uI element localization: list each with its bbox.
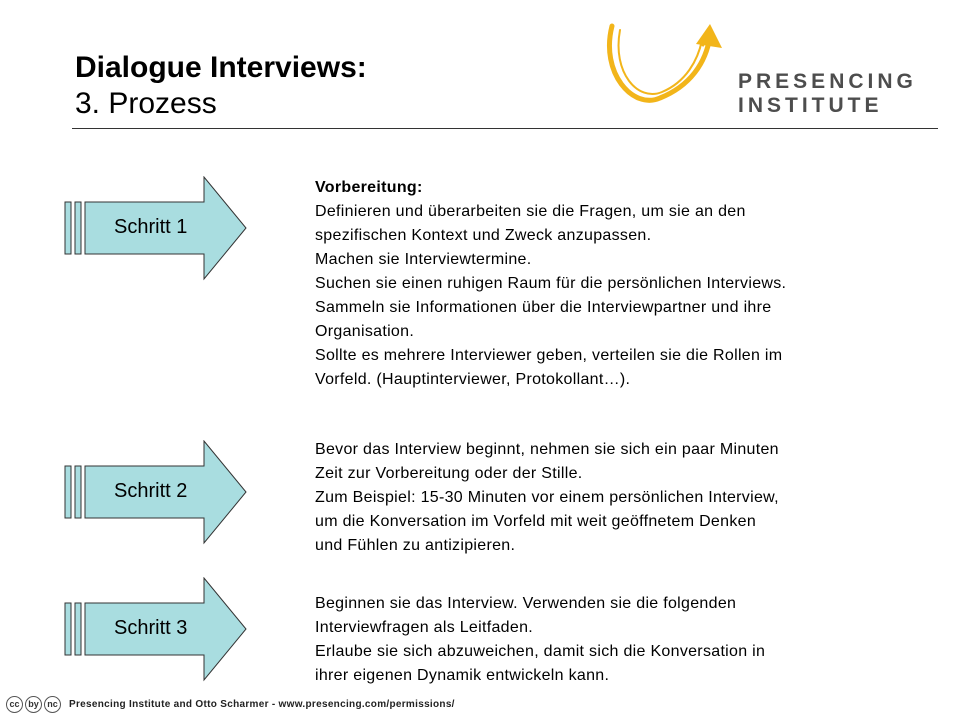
logo-line-2: INSTITUTE [738, 94, 883, 117]
text-line: Zum Beispiel: 15-30 Minuten vor einem persönlichen Interview, [315, 489, 779, 506]
step-2-text [315, 438, 935, 558]
by-attribution-icon: by [25, 696, 42, 713]
text-line: Erlaube sie sich abzuweichen, damit sich die Konversation in [315, 643, 766, 660]
step-1-label: Schritt 1 [114, 216, 188, 238]
step-1-text [315, 176, 935, 392]
noncommercial-icon: nc [44, 696, 61, 713]
creative-commons-badge [6, 696, 61, 713]
step-2-arrow [64, 440, 249, 550]
footer [6, 693, 455, 715]
step-1-arrow [64, 176, 249, 286]
text-line: Beginnen sie das Interview. Verwenden sie die folgenden [315, 595, 737, 612]
text-line: Sammeln sie Informationen über die Interviewpartner und ihre [315, 299, 772, 316]
footer-credit: Presencing Institute and Otto Scharmer - www.presencing.com/permissions/ [69, 698, 455, 710]
text-line: Interviewfragen als Leitfaden. [315, 619, 534, 636]
logo-line-1: PRESENCING [738, 70, 917, 93]
text-line: Vorfeld. (Hauptinterviewer, Protokollant…). [315, 371, 631, 388]
text-line: Machen sie Interviewtermine. [315, 251, 532, 268]
text-line: um die Konversation im Vorfeld mit weit geöffnetem Denken [315, 513, 757, 530]
title-sub: 3. Prozess [75, 87, 217, 120]
presencing-institute-logo-text [738, 70, 917, 118]
text-line: Organisation. [315, 323, 415, 340]
title-main: Dialogue Interviews: [75, 51, 367, 84]
title-divider [72, 128, 938, 129]
text-line: Bevor das Interview beginnt, nehmen sie sich ein paar Minuten [315, 441, 779, 458]
step-3-text [315, 592, 935, 688]
text-line: Sollte es mehrere Interviewer geben, verteilen sie die Rollen im [315, 347, 783, 364]
text-line: und Fühlen zu antizipieren. [315, 537, 516, 554]
text-line: Suchen sie einen ruhigen Raum für die persönlichen Interviews. [315, 275, 787, 292]
text-line: Definieren und überarbeiten sie die Fragen, um sie an den [315, 203, 746, 220]
step-1-heading: Vorbereitung: [315, 179, 423, 196]
step-3-arrow [64, 577, 249, 687]
text-line: Zeit zur Vorbereitung oder der Stille. [315, 465, 583, 482]
step-3-label: Schritt 3 [114, 617, 188, 639]
slide-title [75, 50, 367, 122]
cc-icon: cc [6, 696, 23, 713]
text-line: ihrer eigenen Dynamik entwickeln kann. [315, 667, 610, 684]
text-line: spezifischen Kontext und Zweck anzupassen. [315, 227, 652, 244]
step-2-label: Schritt 2 [114, 480, 188, 502]
presencing-u-arrow-logo-icon [598, 18, 728, 123]
